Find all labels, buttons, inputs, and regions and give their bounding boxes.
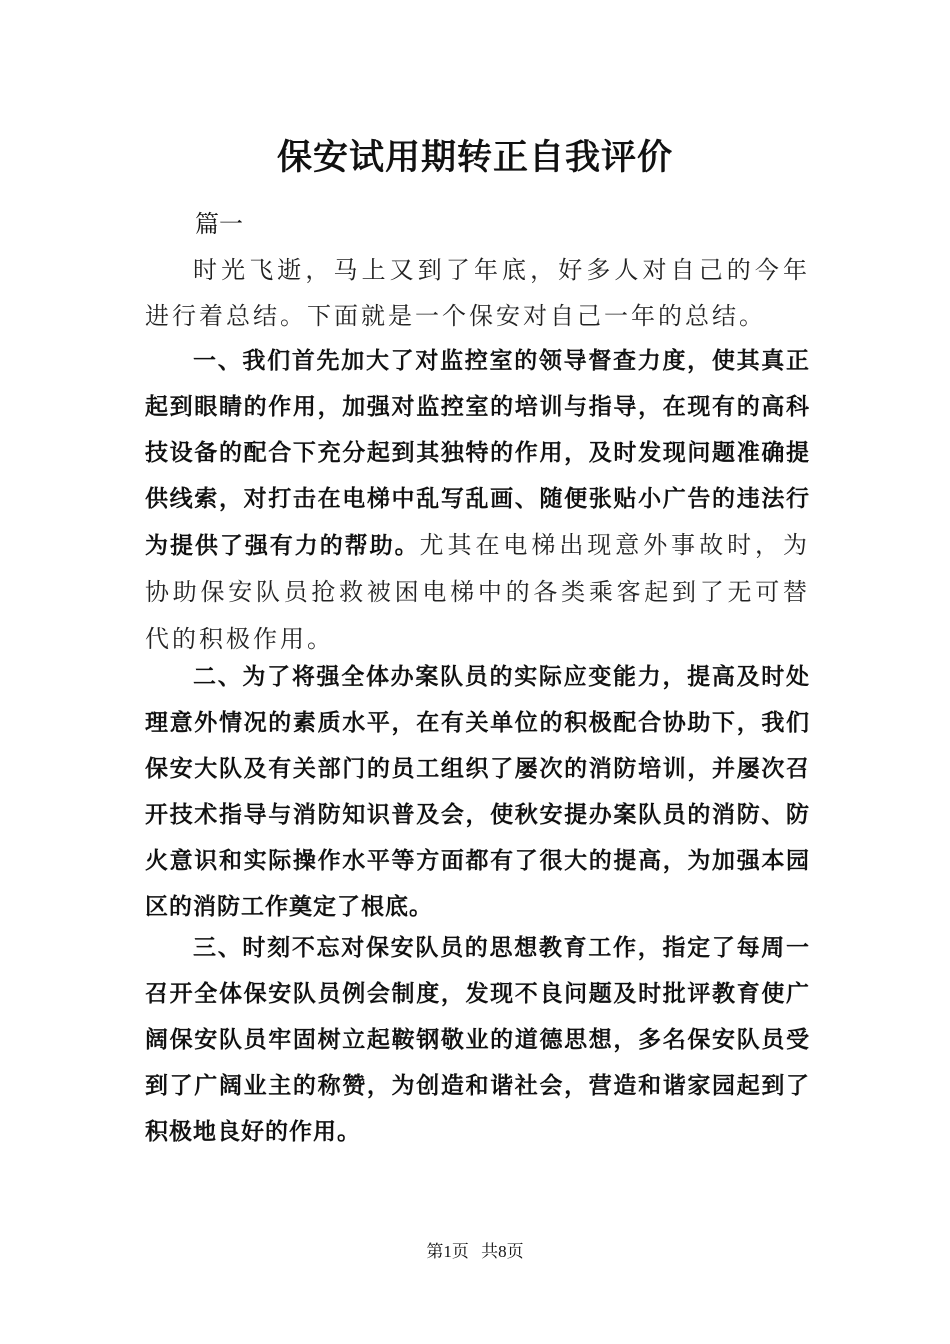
page-number: 第1页 <box>426 1242 469 1261</box>
paragraph-two: 二、为了将强全体办案队员的实际应变能力，提高及时处理意外情况的素质水平，在有关单位的积极配合协助下，我们保安大队及有关部门的员工组织了屡次的消防培训，并屡次召开技术指导与消防知识普及会，使秋安提办案队员的消防、防火意识和实际操作水平等方面都有了很大的提高，为加强本园区的消防工作奠定了根底。 <box>145 664 810 920</box>
section-label: 篇一 <box>195 210 243 238</box>
paragraph-one <box>145 338 810 663</box>
paragraph-three: 三、时刻不忘对保安队员的思想教育工作，指定了每周一召开全体保安队员例会制度，发现不良问题及时批评教育使广阔保安队员牢固树立起鞍钢敬业的道德思想，多名保安队员受到了广阔业主的称赞，为创造和谐社会，营造和谐家园起到了积极地良好的作用。 <box>145 935 810 1145</box>
intro-paragraph: 时光飞逝，马上又到了年底，好多人对自己的今年进行着总结。下面就是一个保安对自己一年的总结。 <box>145 256 810 330</box>
page-footer <box>0 1240 950 1264</box>
paragraph-one-main: 一、我们首先加大了对监控室的领导督查力度，使其真正起到眼睛的作用，加强对监控室的培训与指导，在现有的高科技设备的配合下充分起到其独特的作用，及时发现问题准确提供线索，对打击在电梯中乱写乱画、随便张贴小广告的违法行为提供了强有力的帮助。 <box>145 348 810 559</box>
page-total: 共8页 <box>481 1242 524 1261</box>
paragraph-one-tail: 尤其在电梯出现意外事故时，为协助保安队员抢救被困电梯中的各类乘客起到了无可替代的积极作用。 <box>145 531 811 653</box>
document-title: 保安试用期转正自我评价 <box>276 137 673 178</box>
